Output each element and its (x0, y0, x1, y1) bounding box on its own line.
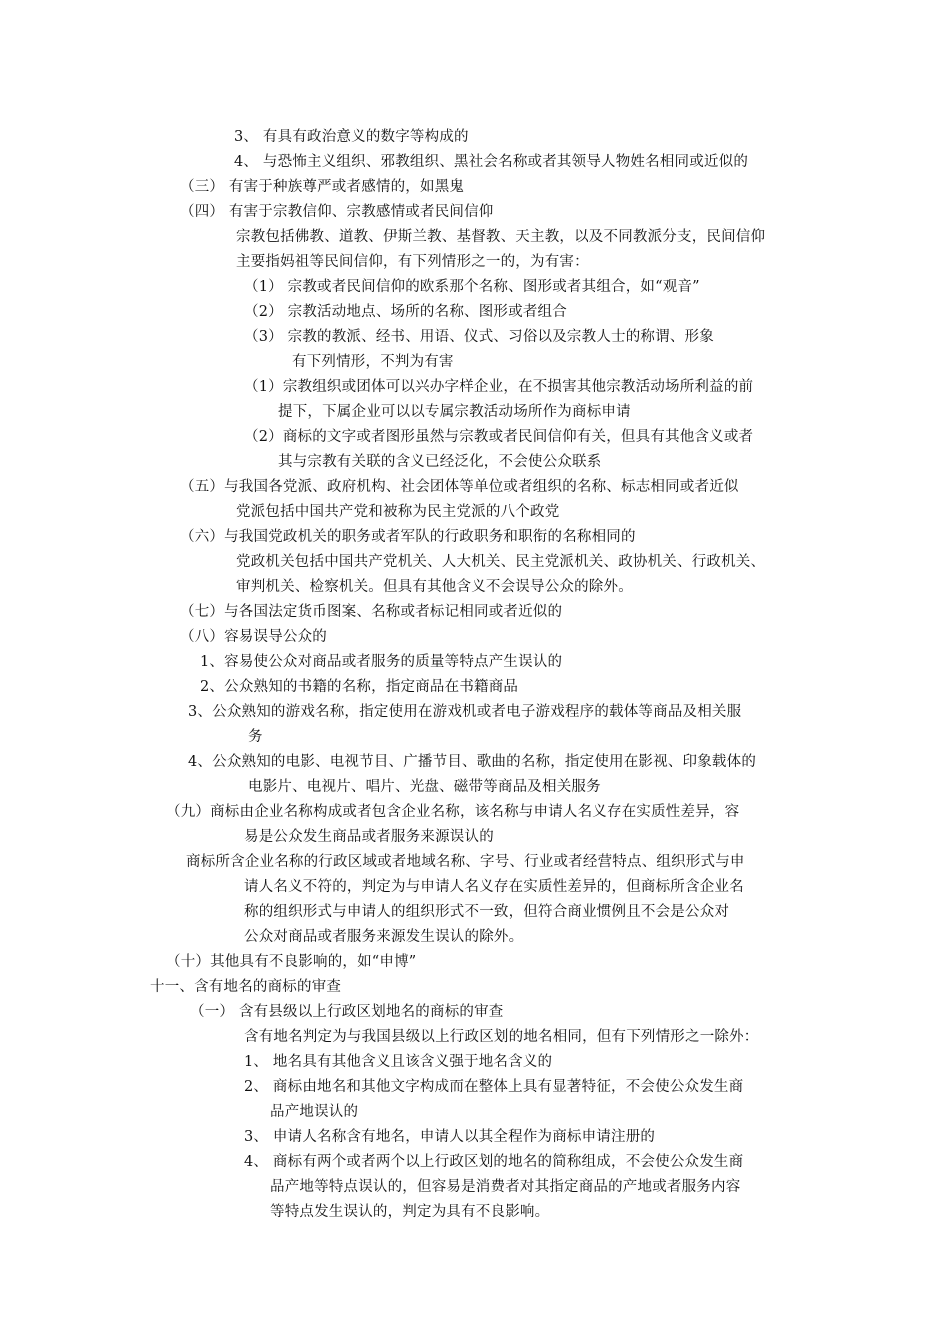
paragraph-line: 含有地名判定为与我国县级以上行政区划的地名相同，但有下列情形之一除外： (244, 1029, 759, 1045)
section-heading: （一） 含有县级以上行政区划地名的商标的审查 (190, 1004, 504, 1020)
list-item: 4、 商标有两个或者两个以上行政区划的地名的简称组成，不会使公众发生商 (244, 1154, 744, 1170)
chapter-heading: 十一、含有地名的商标的审查 (150, 979, 342, 995)
paragraph-line: 党派包括中国共产党和被称为民主党派的八个政党 (236, 504, 560, 520)
paragraph-line: 有下列情形，不判为有害 (292, 354, 454, 370)
paragraph-line: 务 (248, 729, 263, 745)
list-item: （1）宗教组织或团体可以兴办字样企业，在不损害其他宗教活动场所利益的前 (244, 379, 754, 395)
list-item: 2、公众熟知的书籍的名称，指定商品在书籍商品 (200, 679, 519, 695)
section-heading: （五）与我国各党派、政府机构、社会团体等单位或者组织的名称、标志相同或者近似 (180, 479, 739, 495)
list-item: 4、公众熟知的电影、电视节目、广播节目、歌曲的名称，指定使用在影视、印象载体的 (188, 754, 757, 770)
list-item: （3） 宗教的教派、经书、用语、仪式、习俗以及宗教人士的称谓、形象 (244, 329, 714, 345)
paragraph-line: 主要指妈祖等民间信仰，有下列情形之一的，为有害： (236, 254, 589, 270)
paragraph-line: 提下，下属企业可以以专属宗教活动场所作为商标申请 (278, 404, 631, 420)
paragraph-line: 等特点发生误认的，判定为具有不良影响。 (270, 1204, 550, 1220)
list-item: 3、 有具有政治意义的数字等构成的 (234, 129, 469, 145)
list-item: 2、 商标由地名和其他文字构成而在整体上具有显著特征，不会使公众发生商 (244, 1079, 744, 1095)
list-item: 4、 与恐怖主义组织、邪教组织、黑社会名称或者其领导人物姓名相同或近似的 (234, 154, 749, 170)
paragraph-line: 审判机关、检察机关。但具有其他含义不会误导公众的除外。 (236, 579, 633, 595)
section-heading: （七）与各国法定货币图案、名称或者标记相同或者近似的 (180, 604, 563, 620)
section-heading: （十）其他具有不良影响的，如“申博” (166, 954, 417, 970)
paragraph-line: 品产地等特点误认的，但容易是消费者对其指定商品的产地或者服务内容 (270, 1179, 741, 1195)
list-item: 1、容易使公众对商品或者服务的质量等特点产生误认的 (200, 654, 563, 670)
paragraph-line: 电影片、电视片、唱片、光盘、磁带等商品及相关服务 (248, 779, 601, 795)
list-item: 3、公众熟知的游戏名称，指定使用在游戏机或者电子游戏程序的载体等商品及相关服 (188, 704, 742, 720)
section-heading: （八）容易误导公众的 (180, 629, 327, 645)
paragraph-line: 公众对商品或者服务来源发生误认的除外。 (244, 929, 524, 945)
section-heading: （九）商标由企业名称构成或者包含企业名称，该名称与申请人名义存在实质性差异，容 (166, 804, 740, 820)
paragraph-line: 称的组织形式与申请人的组织形式不一致，但符合商业惯例且不会是公众对 (244, 904, 730, 920)
section-heading: （四） 有害于宗教信仰、宗教感情或者民间信仰 (180, 204, 494, 220)
paragraph-line: 宗教包括佛教、道教、伊斯兰教、基督教、天主教，以及不同教派分支，民间信仰 (236, 229, 766, 245)
list-item: 1、 地名具有其他含义且该含义强于地名含义的 (244, 1054, 553, 1070)
list-item: （1） 宗教或者民间信仰的欧系那个名称、图形或者其组合，如“观音” (244, 279, 700, 295)
section-heading: （六）与我国党政机关的职务或者军队的行政职务和职衔的名称相同的 (180, 529, 636, 545)
paragraph-line: 党政机关包括中国共产党机关、人大机关、民主党派机关、政协机关、行政机关、 (236, 554, 766, 570)
paragraph-line: 其与宗教有关联的含义已经泛化，不会使公众联系 (278, 454, 602, 470)
paragraph-line: 请人名义不符的，判定为与申请人名义存在实质性差异的，但商标所含企业名 (244, 879, 744, 895)
list-item: （2）商标的文字或者图形虽然与宗教或者民间信仰有关，但具有其他含义或者 (244, 429, 754, 445)
paragraph-line: 商标所含企业名称的行政区域或者地域名称、字号、行业或者经营特点、组织形式与申 (186, 854, 745, 870)
section-heading: （三） 有害于种族尊严或者感情的，如黑鬼 (180, 179, 465, 195)
paragraph-line: 易是公众发生商品或者服务来源误认的 (244, 829, 494, 845)
list-item: 3、 申请人名称含有地名，申请人以其全程作为商标申请注册的 (244, 1129, 656, 1145)
list-item: （2） 宗教活动地点、场所的名称、图形或者组合 (244, 304, 567, 320)
paragraph-line: 品产地误认的 (270, 1104, 359, 1120)
